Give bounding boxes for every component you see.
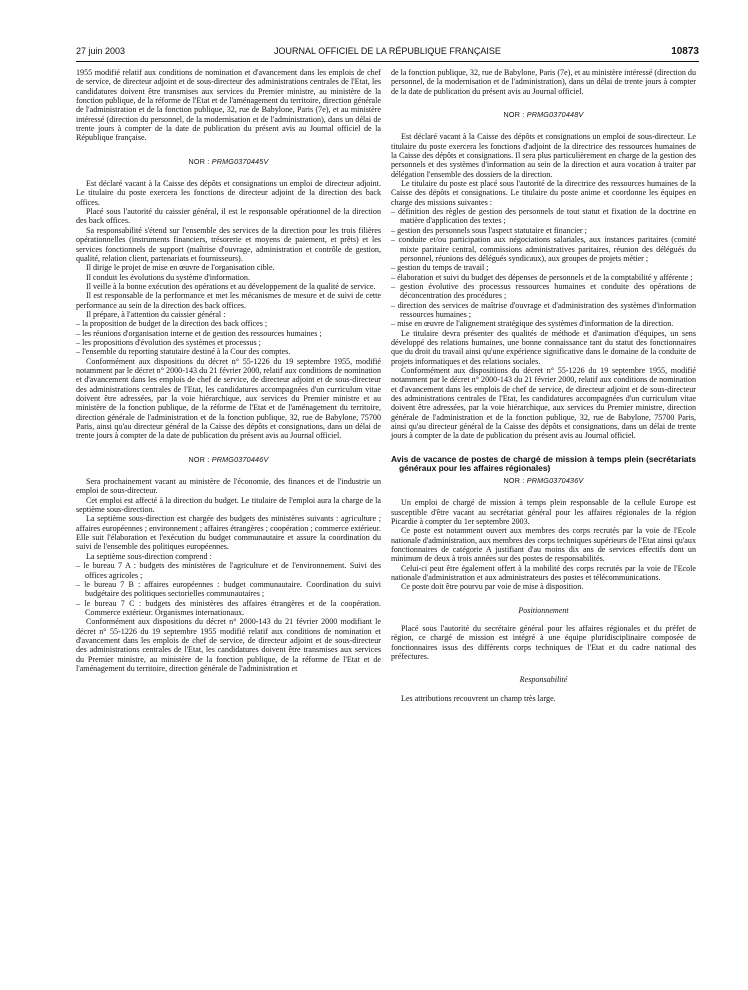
bullet-list <box>391 207 696 328</box>
paragraph: Sa responsabilité s'étend sur l'ensemble des services de la direction pour les trois filières opérationnelles (instruments financiers, trésorerie et moyens de paiement, et prêts) et les services fonctionnels de support (maîtrise d'ouvrage, administration et contrôle de gestion, qualité, relation client, partenariats et fournisseurs). <box>76 225 381 263</box>
paragraph: Il veille à la bonne exécution des opérations et au développement de la qualité de service. <box>86 281 376 291</box>
nor-code: PRMG0370445V <box>211 156 269 166</box>
nor-reference: NOR : PRMG0370445V <box>188 156 269 166</box>
paragraph: Ce poste est notamment ouvert aux membres des corps recrutés par la voie de l'Ecole nationale d'administration, aux membres des corps techniques supérieurs de l'Etat ainsi qu'aux fonctionnaires de catégorie A justifiant d'au moins dix ans de services effectifs dont un minimum de deux à trois années sur des postes de responsabilités. <box>391 526 696 564</box>
paragraph: Conformément aux dispositions du décret n° 55-1226 du 19 septembre 1955, modifié notamment par le décret n° 2000-143 du 21 février 2000, relatif aux conditions de nomination et d'avancement dans les emplois de chef de service, de directeur adjoint et de sous-directeur des administrations centrales de l'Etat, les candidatures accompagnées d'un curriculum vitae doivent être adressées, par la voie hiérarchique, aux services du Premier ministre et au ministère de la fonction publique, de la réforme de l'Etat et de l'aménagement du territoire, direction générale de l'administration et de la fonction publique, 32, rue de Babylone, 75700 Paris, ainsi qu'au directeur général de la Caisse des dépôts et consignations, dans un délai de trente jours à compter de la date de publication du présent avis au Journal officiel. <box>76 356 381 441</box>
list-item: – le bureau 7 A : budgets des ministères de l'agriculture et de l'environnement. Suivi des offices agricoles ; <box>76 561 381 580</box>
list-item: – gestion du temps de travail ; <box>391 263 489 273</box>
paragraph: La septième sous-direction est chargée des budgets des ministères suivants : agriculture ; affaires européennes ; environnement ; affaires étrangères ; coopération ; commerce extérieur. Elle suit l'élaboration et l'exécution du budget communautaire et assure la coordination du suivi de l'ensemble des politiques européennes. <box>76 514 381 552</box>
paragraph: La septième sous-direction comprend : <box>86 551 212 561</box>
list-item: – définition des règles de gestion des personnels de tout statut et fixation de la doctrine en matière d'application des textes ; <box>391 207 696 226</box>
list-item: – mise en œuvre de l'alignement stratégique des systèmes d'information de la direction. <box>391 319 674 329</box>
list-item: – élaboration et suivi du budget des dépenses de personnels et de la comptabilité y afférente ; <box>391 272 693 282</box>
list-item: – direction des services de maîtrise d'ouvrage et d'administration des systèmes d'information ressources humaines ; <box>391 300 696 319</box>
list-item: – conduite et/ou participation aux négociations salariales, aux instances paritaires (comité mixte paritaire central, commissions administratives paritaires, réunion des délégués du personnel, réunions des délégués syndicaux), aux groupes de projets métier ; <box>391 235 696 263</box>
paragraph: Placé sous l'autorité du secrétaire général pour les affaires régionales et du préfet de région, ce chargé de mission est intégré à une équipe pluridisciplinaire composée de fonctionnaires issus des différents corps techniques de l'Etat et du cadre national des préfectures. <box>391 624 696 662</box>
paragraph: Celui-ci peut être également offert à la mobilité des corps recrutés par la voie de l'Ecole nationale d'administration et aux administrateurs des postes et télécommunications. <box>391 563 696 582</box>
section-subheading: Responsabilité <box>519 675 568 685</box>
paragraph: de la fonction publique, 32, rue de Babylone, Paris (7e), et au ministère intéressé (direction du personnel, de la modernisation et de l'administration), dans un délai de trente jours à compter de la date de publication du présent avis au Journal officiel. <box>391 68 696 96</box>
paragraph: Ce poste doit être pourvu par voie de mise à disposition. <box>401 582 584 592</box>
notice-heading: Avis de vacance de postes de chargé de mission à temps plein (secrétariats généraux pour les affaires régionales) <box>391 453 696 474</box>
paragraph: Il conduit les évolutions du système d'information. <box>86 272 250 282</box>
nor-code: PRMG0370448V <box>526 110 584 120</box>
paragraph: Il est responsable de la performance et met les mécanismes de mesure et de suivi de cette performance au sein de la direction des back offices. <box>76 291 381 310</box>
list-item: – le bureau 7 B : affaires européennes : budget communautaire. Coordination du suivi budgétaire des politiques sectorielles communautaires ; <box>76 579 381 599</box>
paragraph: Conformément aux dispositions du décret n° 55-1226 du 19 septembre 1955, modifié notamment par le décret n° 2000-143 du 21 février 2000, relatif aux conditions de nomination et d'avancement dans les emplois de chef de service, de directeur adjoint et de sous-directeur des administrations centrales de l'Etat, les candidatures accompagnées d'un curriculum vitae doivent être adressées, par la voie hiérarchique, aux services du Premier ministre, direction générale de l'administration et de la fonction publique, 32, rue de Babylone, 75700 Paris, ainsi qu'au directeur général de la Caisse des dépôts et consignations, dans un délai de trente jours à compter de la date de publication du présent avis au Journal officiel. <box>391 365 696 441</box>
paragraph: Le titulaire du poste est placé sous l'autorité de la directrice des ressources humaines de la Caisse des dépôts et consignations. Le titulaire du poste anime et coordonne les équipes en charge des missions suivantes : <box>391 179 696 207</box>
list-item: – gestion des personnels sous l'aspect statutaire et financier ; <box>391 225 587 235</box>
nor-code: PRMG0370436V <box>526 475 584 485</box>
paragraph: Le titulaire devra présenter des qualités de méthode et d'animation d'équipes, un sens développé des relations humaines, une bonne connaissance tant du statut des fonctionnaires que du droit du travail ainsi qu'une expérience significative dans le domaine de la conduite de projets informatiques et des relations sociales. <box>391 328 696 366</box>
list-item: – les propositions d'évolution des systèmes et processus ; <box>76 337 261 347</box>
list-item: – l'ensemble du reporting statutaire destiné à la Cour des comptes. <box>76 347 291 357</box>
right-column <box>391 68 696 703</box>
nor-reference: NOR : PRMG0370446V <box>188 454 269 464</box>
page-header <box>76 46 699 60</box>
list-item: – le bureau 7 C : budgets des ministères des affaires étrangères et de la coopération. Commerce extérieur. Organismes internationaux. <box>76 598 381 617</box>
list-item: – la proposition de budget de la direction des back offices ; <box>76 319 268 329</box>
paragraph: 1955 modifié relatif aux conditions de nomination et d'avancement dans les emplois de chef de service, de directeur adjoint et de sous-directeur des administrations centrales de l'Etat, les candidatures doivent être transmises aux services du Premier ministre, au ministère de la fonction publique, de la réforme de l'Etat et de l'aménagement du territoire, direction générale de l'administration et de la fonction publique, 32, rue de Babylone, Paris (7e), et au ministère intéressé (direction du personnel, de la modernisation et de l'administration), dans un délai de trente jours à compter de la date de publication du présent avis au Journal officiel de la République française. <box>76 68 381 143</box>
paragraph: Sera prochainement vacant au ministère de l'économie, des finances et de l'industrie un emploi de sous-directeur. <box>76 477 381 496</box>
list-item: – gestion évolutive des processus ressources humaines et conduite des opérations de déconcentration des procédures ; <box>391 281 696 301</box>
paragraph: Cet emploi est affecté à la direction du budget. Le titulaire de l'emploi aura la charge de la septième sous-direction. <box>76 495 381 515</box>
journal-title: JOURNAL OFFICIEL DE LA RÉPUBLIQUE FRANÇAISE <box>274 46 501 56</box>
bullet-list <box>76 561 381 617</box>
header-rule <box>76 61 699 62</box>
paragraph: Un emploi de chargé de mission à temps plein responsable de la cellule Europe est susceptible d'être vacant au secrétariat général pour les affaires régionales de la région Picardie à compter du 1er septembre 2003. <box>391 498 696 526</box>
paragraph: Est déclaré vacant à la Caisse des dépôts et consignations un emploi de sous-directeur. Le titulaire du poste exercera les fonctions d'adjoint de la directrice des ressources humaines de la Caisse des dépôts et consignations. Il sera plus particulièrement en charge de la gestion des personnels et des systèmes d'information au sein de la direction et aura vocation à traiter par délégation l'ensemble des dossiers de la direction. <box>391 132 696 179</box>
section-subheading: Positionnement <box>518 605 569 615</box>
nor-reference: NOR : PRMG0370436V <box>503 475 584 485</box>
list-item: – les réunions d'organisation interne et de gestion des ressources humaines ; <box>76 328 322 338</box>
bullet-list <box>76 319 381 356</box>
paragraph: Placé sous l'autorité du caissier général, il est le responsable opérationnel de la direction des back offices. <box>76 207 381 226</box>
nor-code: PRMG0370446V <box>211 454 269 464</box>
paragraph: Il dirige le projet de mise en œuvre de l'organisation cible. <box>86 263 275 273</box>
paragraph: Conformément aux dispositions du décret n° 2000-143 du 21 février 2000 modifiant le décret n° 55-1226 du 19 septembre 1955 modifié relatif aux conditions de nomination et d'avancement dans les emplois de chef de service, de directeur adjoint et de sous-directeur des administrations centrales de l'Etat, les candidatures doivent être transmises aux services du Premier ministre, au ministère de la fonction publique, de la réforme de l'Etat et de l'aménagement du territoire, direction générale de l'administration et <box>76 617 381 673</box>
header-date: 27 juin 2003 <box>76 46 126 56</box>
paragraph: Il prépare, à l'attention du caissier général : <box>86 309 226 319</box>
page-number: 10873 <box>671 46 699 57</box>
paragraph: Est déclaré vacant à la Caisse des dépôts et consignations un emploi de directeur adjoint. Le titulaire du poste exercera les fonctions de directeur adjoint de la direction des back offices. <box>76 179 381 207</box>
paragraph: Les attributions recouvrent un champ très large. <box>401 693 556 703</box>
nor-reference: NOR : PRMG0370448V <box>503 110 584 120</box>
left-column <box>76 68 381 673</box>
